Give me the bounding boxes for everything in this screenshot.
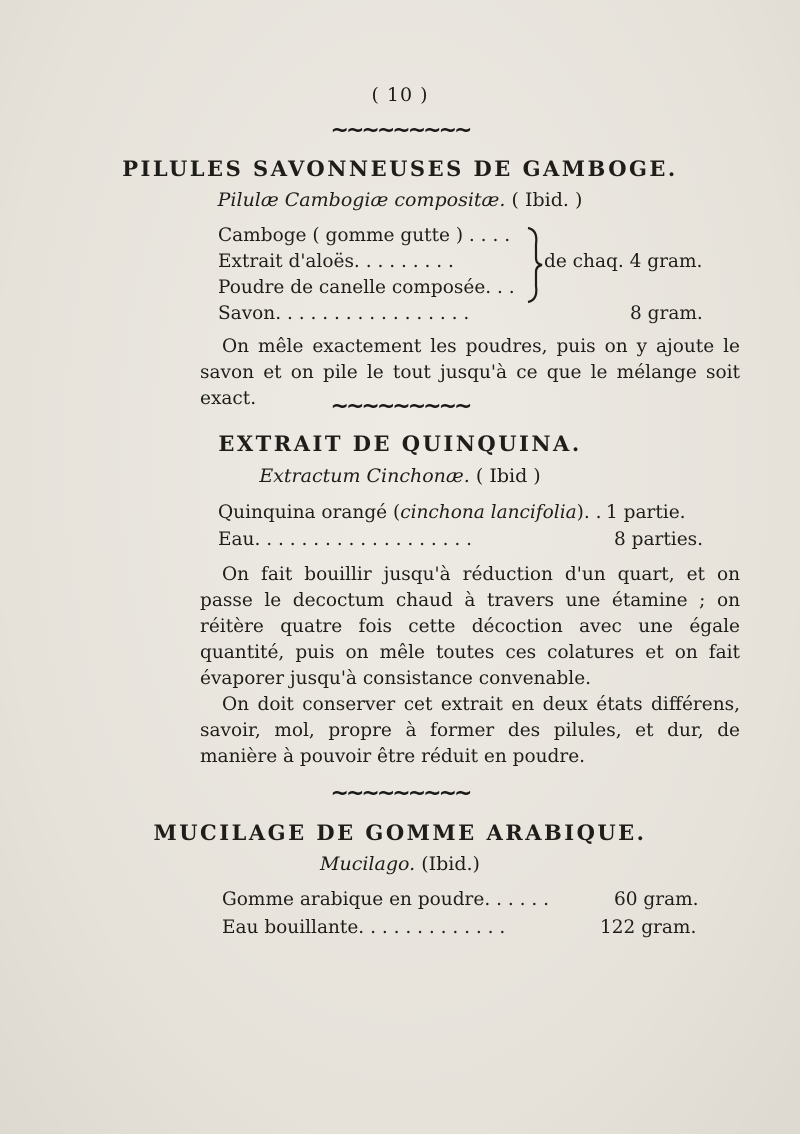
curly-brace-icon bbox=[524, 226, 546, 304]
paragraph-text: On mêle exactement les poudres, puis on y ajoute le savon et on pile le tout jusqu'à ce que le mélange soit exact. bbox=[200, 336, 740, 409]
latin-name: Mucilago. bbox=[320, 853, 416, 875]
page-number: ( 10 ) bbox=[371, 84, 429, 106]
ingredient-name: Camboge ( gomme gutte ) . . . . bbox=[218, 225, 511, 246]
section-subtitle-extrait bbox=[0, 465, 800, 487]
ingredient-name: Eau bouillante. . . . . . . . . . . . . bbox=[222, 917, 506, 938]
ingredient-quantity: de chaq. 4 gram. bbox=[544, 251, 703, 272]
section-subtitle-pilules bbox=[0, 189, 800, 211]
reference: ( Ibid ) bbox=[475, 465, 541, 487]
ingredient-name: Extrait d'aloës. . . . . . . . . bbox=[218, 251, 454, 272]
ingredient-name: Gomme arabique en poudre. . . . . . bbox=[222, 889, 550, 910]
section-subtitle-mucilage bbox=[0, 853, 800, 875]
reference: (Ibid.) bbox=[421, 853, 480, 875]
section-title-pilules: PILULES SAVONNEUSES DE GAMBOGE. bbox=[122, 156, 678, 181]
paragraph bbox=[200, 562, 740, 692]
paragraph-text: On fait bouillir jusqu'à réduction d'un quart, et on passe le decoctum chaud à travers une étamine ; on réitère quatre fois cette décoction avec une égale quantité, puis on mêle toutes ces colatures et on fait évaporer jusqu'à consistance convenable. bbox=[200, 564, 740, 689]
ingredient-name: Savon. . . . . . . . . . . . . . . . . bbox=[218, 303, 470, 324]
section-title-mucilage: MUCILAGE DE GOMME ARABIQUE. bbox=[153, 820, 647, 845]
ingredient-quantity: 8 gram. bbox=[630, 303, 703, 324]
ingredient-quantity: 8 parties. bbox=[614, 529, 704, 550]
latin-name: Pilulæ Cambogiæ compositæ. bbox=[217, 189, 506, 211]
section-title-extrait: EXTRAIT DE QUINQUINA. bbox=[218, 431, 582, 456]
ingredient-name-end: ). . bbox=[576, 502, 602, 523]
ingredient-quantity: 122 gram. bbox=[600, 917, 697, 938]
ingredient-latin: cinchona lancifolia bbox=[400, 502, 577, 523]
ingredient-name: Poudre de canelle composée. . . bbox=[218, 277, 515, 298]
ingredient-quantity: 1 partie. bbox=[606, 502, 686, 523]
ornament-divider: ~~~~~~~~~ bbox=[330, 394, 470, 419]
reference: ( Ibid. ) bbox=[511, 189, 583, 211]
ingredient-name-start: Quinquina orangé ( bbox=[218, 502, 401, 523]
paragraph bbox=[200, 692, 740, 770]
paragraph-text: On doit conserver cet extrait en deux états différens, savoir, mol, propre à former des pilules, et dur, de manière à pouvoir être réduit en poudre. bbox=[200, 694, 740, 767]
ingredient-quantity: 60 gram. bbox=[614, 889, 699, 910]
latin-name: Extractum Cinchonæ. bbox=[259, 465, 470, 487]
ornament-divider: ~~~~~~~~~ bbox=[330, 781, 470, 806]
ingredient-name bbox=[218, 502, 602, 523]
ingredient-name: Eau. . . . . . . . . . . . . . . . . . . bbox=[218, 529, 473, 550]
ornament-divider: ~~~~~~~~~ bbox=[330, 118, 470, 143]
